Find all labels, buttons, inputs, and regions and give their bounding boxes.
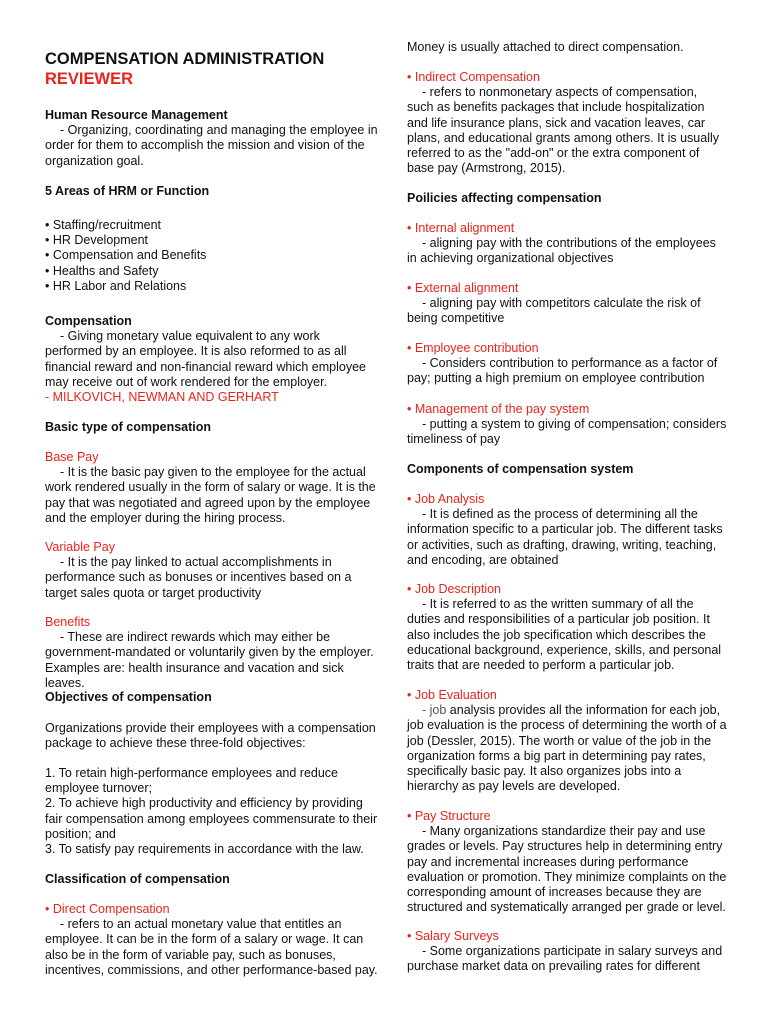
job-description-section [407,582,727,673]
variable-pay-title: Variable Pay [45,540,115,554]
compensation-heading: Compensation [45,314,132,328]
compensation-source: - MILKOVICH, NEWMAN AND GERHART [45,390,279,405]
base-pay-section [45,450,380,526]
objectives-intro-block [45,721,380,751]
direct-compensation-text: - refers to an actual monetary value that entitles an employee. It can be in the form of a salary or wage. It can also be in the form of variable pay, such as bonuses, incentives, commissions, and other performance-based pay. [45,917,378,977]
classification-heading: Classification of compensation [45,872,230,886]
areas-list [45,218,380,294]
list-item: • Healths and Safety [45,263,159,278]
direct-compensation-section [45,902,380,978]
salary-surveys-title: • Salary Surveys [407,929,499,943]
objectives-section [45,690,380,705]
basic-type-section [45,420,380,435]
objectives-heading: Objectives of compensation [45,690,212,704]
salary-surveys-section [407,929,727,975]
salary-surveys-text: - Some organizations participate in salary surveys and purchase market data on prevailing rates for different [407,944,723,974]
policy-management-pay-system [407,402,727,448]
variable-pay-text: - It is the pay linked to actual accomplishments in performance such as bonuses or incentives based on a target sales quota or target productivity [45,555,352,600]
policy-text: - aligning pay with competitors calculate the risk of being competitive [407,296,701,326]
compensation-section [45,314,380,405]
components-heading: Components of compensation system [407,462,634,476]
job-evaluation-text: analysis provides all the information for each job, job evaluation is the process of determining the worth of a job (Dessler, 2015). The worth or value of the job in the organization forms a big part in determining pay rates, specifically basic pay. It also organizes jobs into a hierarchy as pay levels are developed. [407,703,727,794]
job-evaluation-lead: - job [422,703,447,718]
pay-structure-text: - Many organizations standardize their pay and use grades or levels. Pay structures help in determining entry pay and incremental increases during performance evaluation or promotion. They minimize complaints on the corresponding amount of increases because they are structured and systematically arranged per grade or level. [407,824,727,915]
policy-text: - putting a system to giving of compensation; considers timeliness of pay [407,417,727,447]
job-analysis-section [407,492,727,568]
hrm-text: - Organizing, coordinating and managing the employee in order for them to accomplish the mission and vision of the organization goal. [45,123,378,168]
list-item: • HR Labor and Relations [45,278,187,293]
indirect-compensation-section [407,70,727,176]
indirect-compensation-title: • Indirect Compensation [407,70,540,84]
policy-employee-contribution [407,341,727,387]
benefits-text: - These are indirect rewards which may either be government-mandated or voluntarily given by the employer. Examples are: health insurance and vacation and sick leaves. [45,630,374,690]
base-pay-text: - It is the basic pay given to the employee for the actual work rendered usually in the form of salary or wage. It is the pay that was negotiated and agreed upon by the employee and the employer during the hiring process. [45,465,376,525]
job-analysis-text: - It is defined as the process of determining all the information specific to a particular job. The different tasks or activities, such as drafting, drawing, writing, teaching, and encoding, are obtained [407,507,723,567]
variable-pay-section [45,540,380,601]
job-evaluation-paragraph [407,703,727,794]
benefits-section [45,615,380,691]
document-subtitle: REVIEWER [45,70,134,88]
job-description-text: - It is referred to as the written summary of all the duties and responsibilities of a particular job position. It also includes the job specification which describes the educational background, experience, skills, and personal traits that are needed to perform a particular job. [407,597,722,673]
job-analysis-title: • Job Analysis [407,492,485,506]
hrm-section [45,108,380,169]
compensation-text: - Giving monetary value equivalent to any work performed by an employee. It is also reformed to as all financial reward and non-financial reward which employee may receive out of work rendered for the employer. [45,329,367,389]
benefits-title: Benefits [45,615,91,629]
list-item: • Compensation and Benefits [45,248,207,263]
pay-structure-section [407,809,727,915]
base-pay-title: Base Pay [45,450,99,464]
job-evaluation-title: • Job Evaluation [407,688,497,702]
policy-title: • Management of the pay system [407,402,590,416]
areas-section [45,184,380,199]
direct-compensation-title: • Direct Compensation [45,902,170,916]
policy-title: • Internal alignment [407,221,515,235]
policy-text: - aligning pay with the contributions of the employees in achieving organizational objectives [407,236,716,266]
money-line-block [407,40,727,55]
components-section [407,462,727,477]
objectives-list: 1. To retain high-performance employees and reduce employee turnover; 2. To achieve high productivity and efficiency by providing fair compensation among employees commensurate to their position; and 3. To satisfy pay requirements in accordance with the law. [45,766,378,857]
basic-type-heading: Basic type of compensation [45,420,212,434]
policies-heading: Poilicies affecting compensation [407,191,602,205]
areas-heading: 5 Areas of HRM or Function [45,184,210,198]
policy-external-alignment [407,281,727,327]
pay-structure-title: • Pay Structure [407,809,491,823]
list-item: • HR Development [45,233,149,248]
objectives-intro: Organizations provide their employees with a compensation package to achieve these three-fold objectives: [45,721,376,751]
policy-title: • External alignment [407,281,519,295]
list-item: • Staffing/recruitment [45,218,162,232]
policy-internal-alignment [407,221,727,267]
job-evaluation-section [407,688,727,794]
job-description-title: • Job Description [407,582,502,596]
hrm-heading: Human Resource Management [45,108,228,122]
policy-text: - Considers contribution to performance as a factor of pay; putting a high premium on employee contribution [407,356,718,386]
policies-section [407,191,727,206]
money-line: Money is usually attached to direct compensation. [407,40,684,54]
indirect-compensation-text: - refers to nonmonetary aspects of compensation, such as benefits packages that include hospitalization and life insurance plans, sick and vacation leaves, car plans, and educational grants among others. It is usually referred to as the "add-on" or the extra component of base pay (Armstrong, 2015). [407,85,719,176]
classification-section [45,872,380,887]
document-title: COMPENSATION ADMINISTRATION [45,50,325,68]
policy-title: • Employee contribution [407,341,539,355]
